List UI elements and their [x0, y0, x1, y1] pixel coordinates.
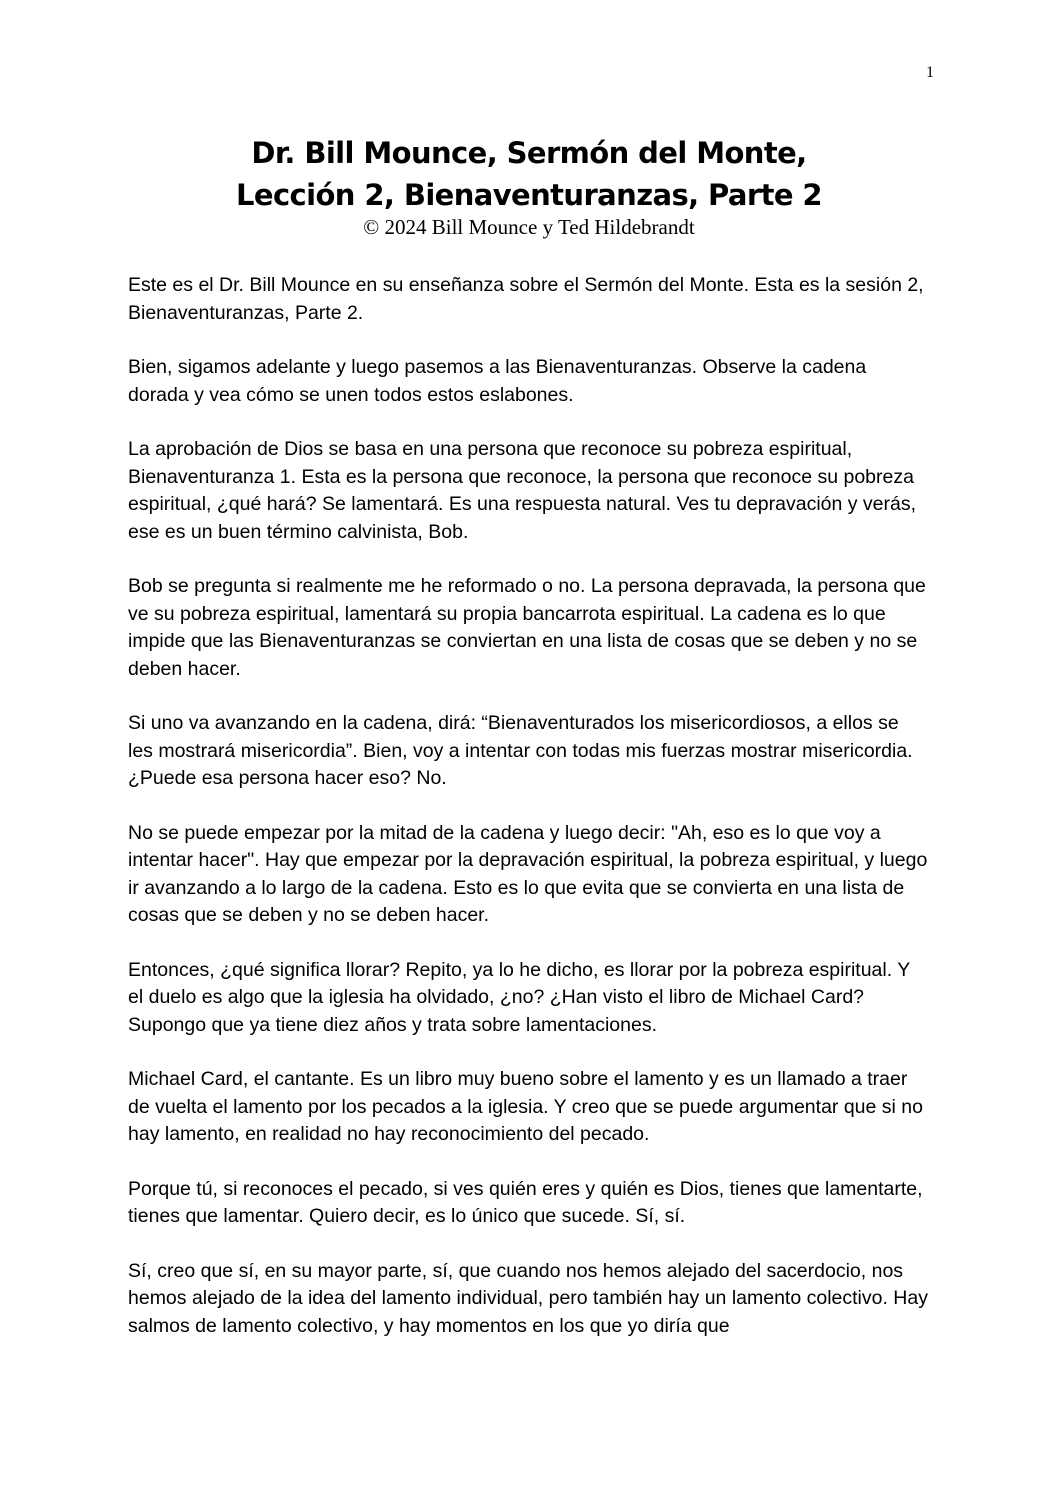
title-line-2: Lección 2, Bienaventuranzas, Parte 2 [236, 178, 822, 212]
paragraph: Si uno va avanzando en la cadena, dirá: “Bienaventurados los misericordiosos, a ellos se les mostrará misericordia”. Bien, voy a intentar con todas mis fuerzas mostrar misericordia. ¿Puede esa persona hacer eso? No. [128, 712, 913, 789]
paragraph: Entonces, ¿qué significa llorar? Repito, ya lo he dicho, es llorar por la pobreza espiritual. Y el duelo es algo que la iglesia ha olvidado, ¿no? ¿Han visto el libro de Michael Card? Supongo que ya tiene diez años y trata sobre lamentaciones. [128, 958, 910, 1036]
page-number: 1 [926, 64, 934, 81]
paragraph: No se puede empezar por la mitad de la cadena y luego decir: "Ah, eso es lo que voy a intentar hacer". Hay que empezar por la depravación espiritual, la pobreza espiritual, y luego ir avanzando a lo largo de la cadena. Esto es lo que evita que se convierta en una lista de cosas que se deben y no se deben hacer. [128, 821, 928, 926]
paragraph: Porque tú, si reconoces el pecado, si ves quién eres y quién es Dios, tienes que lamentarte, tienes que lamentar. Quiero decir, es lo único que sucede. Sí, sí. [128, 1177, 923, 1227]
paragraph: La aprobación de Dios se basa en una persona que reconoce su pobreza espiritual, Bienaventuranza 1. Esta es la persona que reconoce, la persona que reconoce su pobreza espiritual, ¿qué hará? Se lamentará. Es una respuesta natural. Ves tu depravación y verás, ese es un buen término calvinista, Bob. [128, 438, 917, 543]
paragraph: Sí, creo que sí, en su mayor parte, sí, que cuando nos hemos alejado del sacerdocio, nos hemos alejado de la idea del lamento individual, pero también hay un lamento colectivo. Hay salmos de lamento colectivo, y hay momentos en los que yo diría que [128, 1259, 928, 1337]
document-header [0, 132, 1058, 240]
paragraph: Michael Card, el cantante. Es un libro muy bueno sobre el lamento y es un llamado a traer de vuelta el lamento por los pecados a la iglesia. Y creo que se puede argumentar que si no hay lamento, en realidad no hay reconocimiento del pecado. [128, 1068, 923, 1145]
paragraph: Bob se pregunta si realmente me he reformado o no. La persona depravada, la persona que ve su pobreza espiritual, lamentará su propia bancarrota espiritual. La cadena es lo que impide que las Bienaventuranzas se conviertan en una lista de cosas que se deben y no se deben hacer. [128, 575, 926, 680]
title-line-1: Dr. Bill Mounce, Sermón del Monte, [251, 136, 807, 170]
copyright-line: © 2024 Bill Mounce y Ted Hildebrandt [363, 215, 695, 239]
paragraph: Este es el Dr. Bill Mounce en su enseñanza sobre el Sermón del Monte. Esta es la sesión 2, Bienaventuranzas, Parte 2. [128, 274, 924, 324]
paragraph: Bien, sigamos adelante y luego pasemos a las Bienaventuranzas. Observe la cadena dorada y vea cómo se unen todos estos eslabones. [128, 356, 867, 406]
document-body [128, 272, 928, 1367]
